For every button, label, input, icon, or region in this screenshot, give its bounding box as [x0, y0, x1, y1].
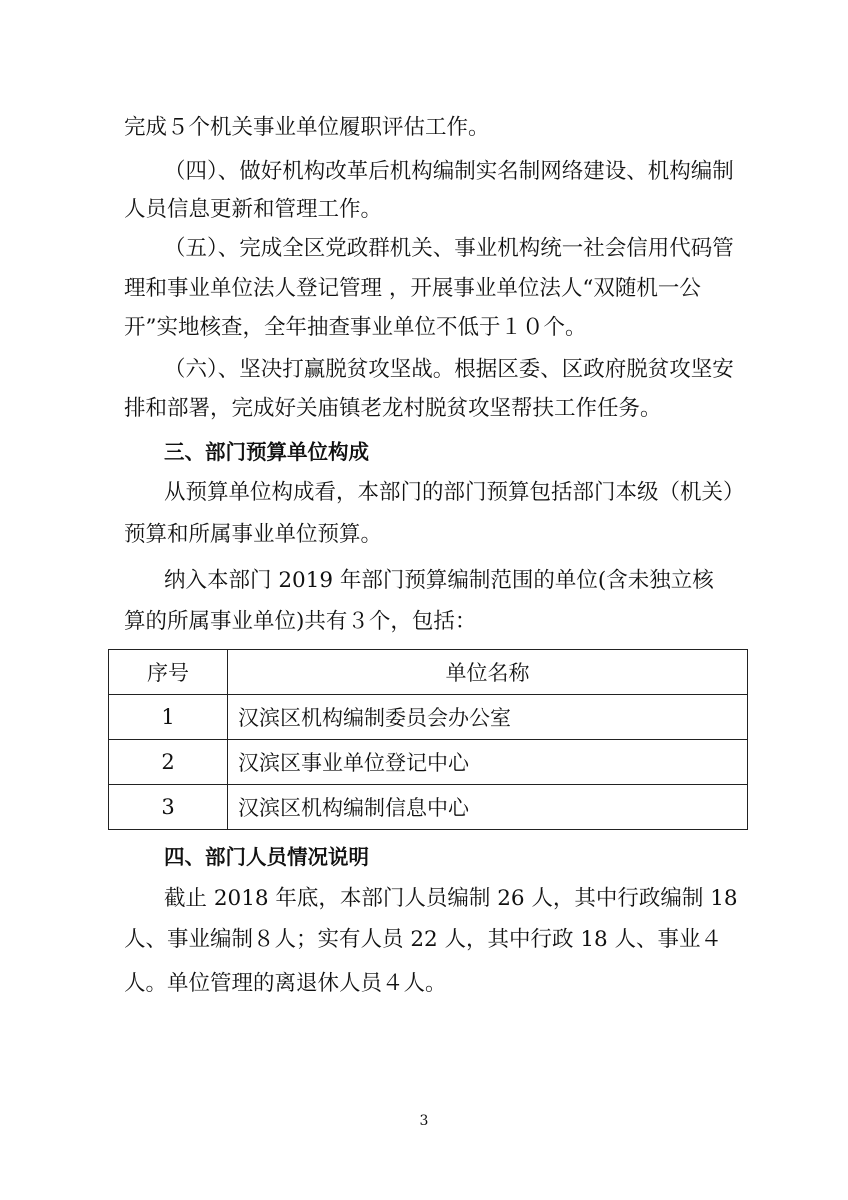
table-header-no: 序号 — [109, 650, 228, 695]
paragraph-line: （五）、完成全区党政群机关、事业机构统一社会信用代码管 — [164, 236, 734, 261]
table-cell-name: 汉滨区机构编制信息中心 — [228, 785, 748, 830]
table-cell-no: 1 — [109, 695, 228, 740]
paragraph-line: 排和部署，完成好关庙镇老龙村脱贫攻坚帮扶工作任务。 — [124, 396, 662, 421]
paragraph-line: 人员信息更新和管理工作。 — [124, 197, 383, 222]
table-cell-no: 2 — [109, 740, 228, 785]
table-cell-name: 汉滨区事业单位登记中心 — [228, 740, 748, 785]
paragraph-line: 算的所属事业单位)共有３个，包括： — [124, 609, 477, 634]
paragraph-line: （四）、做好机构改革后机构编制实名制网络建设、机构编制 — [164, 159, 734, 184]
table-cell-no: 3 — [109, 785, 228, 830]
paragraph-line: 预算和所属事业单位预算。 — [124, 522, 383, 547]
paragraph-line: 人、事业编制８人；实有人员 22 人，其中行政 18 人、事业４ — [124, 927, 723, 952]
table-header-name: 单位名称 — [228, 650, 748, 695]
paragraph-line: 理和事业单位法人登记管理 ，开展事业单位法人“双随机一公 — [124, 276, 701, 301]
paragraph-line: 从预算单位构成看，本部门的部门预算包括部门本级（机关） — [164, 480, 745, 505]
paragraph-line: 纳入本部门 2019 年部门预算编制范围的单位(含未独立核 — [164, 568, 714, 593]
paragraph-line: 截止 2018 年底，本部门人员编制 26 人，其中行政编制 18 — [164, 886, 738, 911]
page-number: 3 — [419, 1113, 429, 1129]
table-row — [109, 785, 748, 830]
paragraph-line: 人。单位管理的离退休人员４人。 — [124, 971, 447, 996]
paragraph-line: 完成５个机关事业单位履职评估工作。 — [124, 115, 490, 140]
table-row — [109, 740, 748, 785]
paragraph-line: （六）、坚决打赢脱贫攻坚战。根据区委、区政府脱贫攻坚安 — [164, 357, 734, 382]
paragraph-line: 开”实地核查，全年抽查事业单位不低于１０个。 — [124, 315, 587, 340]
section-heading-3: 三、部门预算单位构成 — [164, 440, 369, 464]
table-cell-name: 汉滨区机构编制委员会办公室 — [228, 695, 748, 740]
section-heading-4: 四、部门人员情况说明 — [164, 845, 369, 869]
table-row — [109, 695, 748, 740]
table-header-row — [109, 650, 748, 695]
unit-table — [108, 649, 748, 830]
